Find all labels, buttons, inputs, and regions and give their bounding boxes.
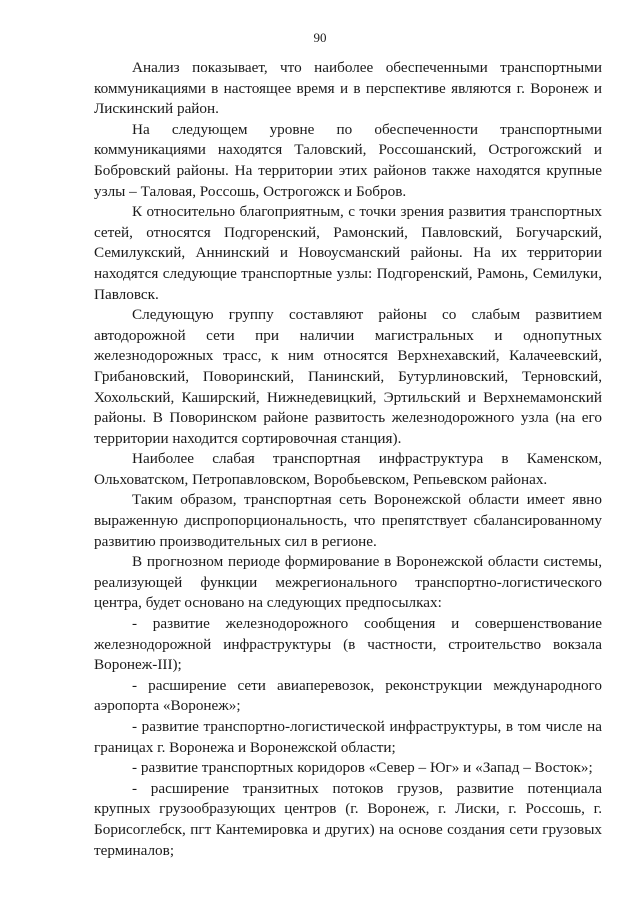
- list-item-aviation: - расширение сети авиаперевозок, реконструкции международного аэропорта «Воронеж»;: [94, 676, 602, 715]
- list-item-railway: - развитие железнодорожного сообщения и совершенствование железнодорожной инфраструктуры (в частности, строительство вокзала Воронеж-III);: [94, 615, 602, 674]
- page-number: 90: [313, 30, 327, 45]
- paragraph-weakest-infrastructure: Наиболее слабая транспортная инфраструктура в Каменском, Ольховатском, Петропавловском, Воробьевском, Репьевском районах.: [94, 450, 602, 488]
- paragraph-conclusion: Таким образом, транспортная сеть Воронежской области имеет явно выраженную диспропорциональность, что препятствует сбалансированному развитию производительных сил в регионе.: [94, 491, 602, 550]
- list-item-transit: - расширение транзитных потоков грузов, развитие потенциала крупных грузообразующих центров (г. Воронеж, г. Лиски, г. Россошь, г. Борисоглебск, пгт Кантемировка и других) на основе создания сети грузовых терминалов;: [94, 779, 602, 859]
- paragraph-favorable: К относительно благоприятным, с точки зрения развития транспортных сетей, относятся Подгоренский, Рамонский, Павловский, Богучарский, Семилукский, Аннинский и Новоусманский районы. На их территории находятся следующие транспортные узлы: Подгоренский, Рамонь, Семилуки, Павловск.: [94, 203, 602, 303]
- list-item-logistics: - развитие транспортно-логистической инфраструктуры, в том числе на границах г. Воронежа и Воронежской области;: [94, 718, 602, 756]
- paragraph-weak-road-network: Следующую группу составляют районы со слабым развитием автодорожной сети при наличии магистральных и однопутных железнодорожных трасс, к ним относятся Верхнехавский, Калачеевский, Грибановский, Поворинский, Панинский, Бутурлиновский, Терновский, Хохольский, Каширский, Нижнедевицкий, Эртильский и Верхнемамонский районы. В Поворинском районе развитость железнодорожного узла (на его территории находится сортировочная станция).: [94, 306, 602, 447]
- paragraph-analysis: Анализ показывает, что наиболее обеспеченными транспортными коммуникациями в настоящее время и в перспективе являются г. Воронеж и Лискинский район.: [94, 59, 602, 118]
- list-item-corridors: - развитие транспортных коридоров «Север – Юг» и «Запад – Восток»;: [132, 759, 593, 777]
- paragraph-second-level: На следующем уровне по обеспеченности транспортными коммуникациями находятся Таловский, Россошанский, Острогожский и Бобровский районы. На территории этих районов также находятся крупные узлы – Таловая, Россошь, Острогожск и Бобров.: [94, 120, 602, 200]
- document-body: [94, 58, 602, 861]
- paragraph-forecast: В прогнозном периоде формирование в Воронежской области системы, реализующей функции межрегионального транспортно-логистического центра, будет основано на следующих предпосылках:: [94, 553, 602, 612]
